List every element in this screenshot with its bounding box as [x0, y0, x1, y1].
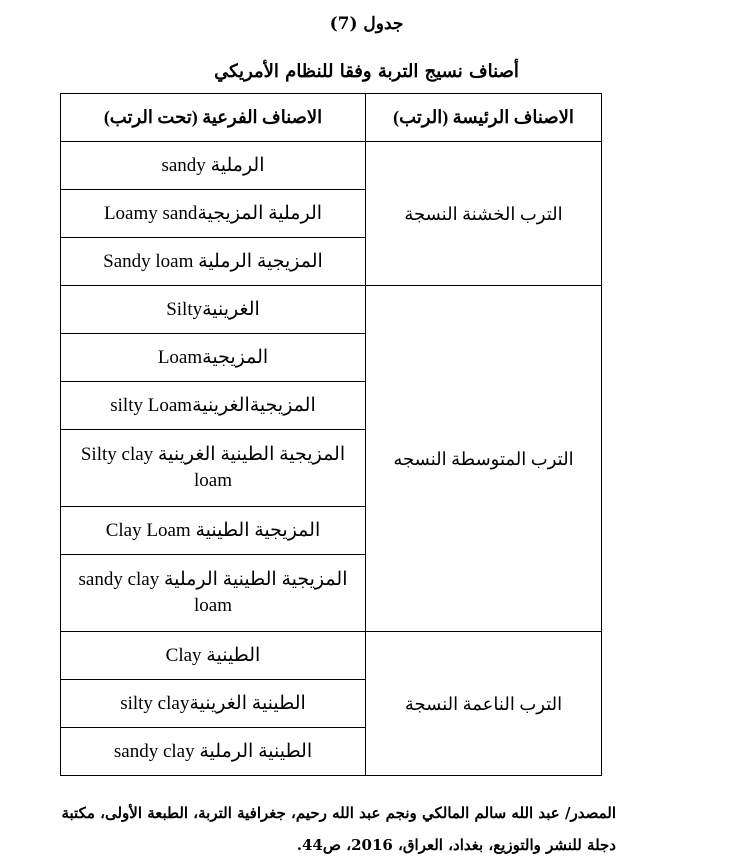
- sub-class-cell: الطينية الغرينيةsilty clay: [61, 680, 366, 728]
- table-row: [61, 632, 602, 680]
- table-title: أصناف نسيج التربة وفقا للنظام الأمريكي: [214, 61, 519, 82]
- sub-class-cell: المزيجية الطينية Clay Loam: [61, 507, 366, 555]
- sub-class-cell: المزيجية الطينية الرملية sandy clay loam: [61, 555, 366, 632]
- source-citation: المصدر/ عبد الله سالم المالكي ونجم عبد الله رحيم، جغرافية التربة، الطبعة الأولى، مكتبة دجلة للنشر والتوزيع، بغداد، العراق، 2016، ص44.: [61, 804, 616, 854]
- table-row: [61, 286, 602, 334]
- main-class-cell: الترب المتوسطة النسجه: [366, 286, 602, 632]
- sub-class-cell: الرملية المزيجيةLoamy sand: [61, 190, 366, 238]
- header-main-class: الاصناف الرئيسة (الرتب): [366, 94, 602, 142]
- table-row: [61, 142, 602, 190]
- main-class-cell: الترب الخشنة النسجة: [366, 142, 602, 286]
- sub-class-cell: المزيجيةالغرينيةsilty Loam: [61, 382, 366, 430]
- sub-class-cell: الطينية Clay: [61, 632, 366, 680]
- sub-class-cell: الغرينيةSilty: [61, 286, 366, 334]
- sub-class-cell: المزيجية الطينية الغرينية Silty clay loam: [61, 430, 366, 507]
- header-sub-class: الاصناف الفرعية (تحت الرتب): [61, 94, 366, 142]
- sub-class-cell: المزيجيةLoam: [61, 334, 366, 382]
- sub-class-cell: الرملية sandy: [61, 142, 366, 190]
- main-class-cell: الترب الناعمة النسجة: [366, 632, 602, 776]
- soil-texture-table: [60, 93, 602, 776]
- sub-class-cell: المزيجية الرملية Sandy loam: [61, 238, 366, 286]
- table-header-row: [61, 94, 602, 142]
- table-number: جدول (7): [329, 14, 404, 34]
- sub-class-cell: الطينية الرملية sandy clay: [61, 728, 366, 776]
